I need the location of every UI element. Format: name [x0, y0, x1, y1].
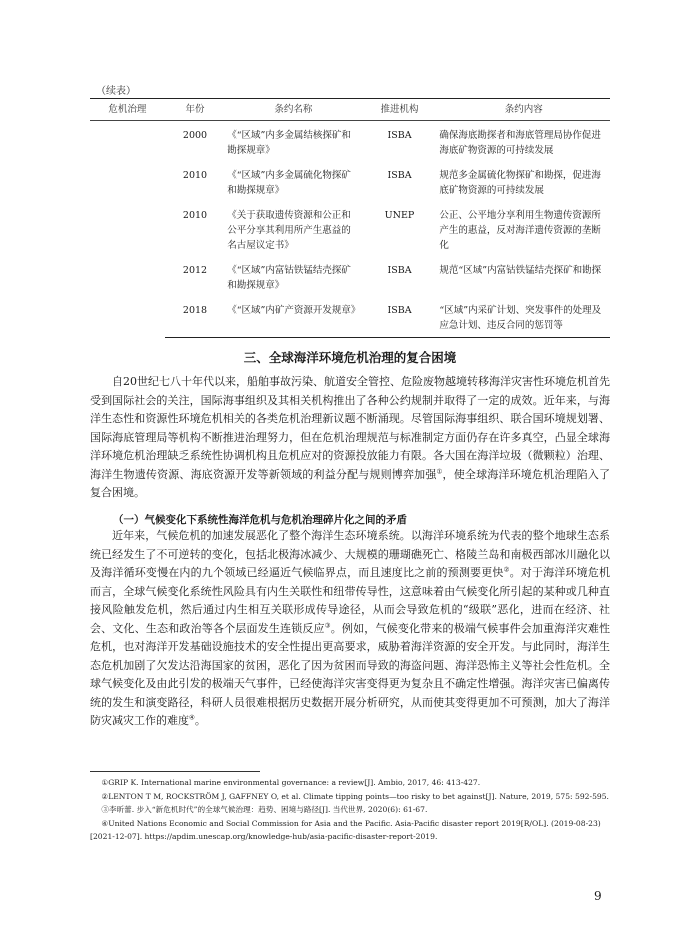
- cell-content: 公正、公平地分享利用生物遗传资源所产生的惠益，反对海洋遗传资源的垄断化: [439, 210, 601, 251]
- treaty-table: [90, 98, 610, 338]
- paragraph-text: 。例如，气候变化带来的极端气候事件会加重海洋灾难性危机，也对海洋开发基础设施技术的安全性提出更高要求，威胁着海洋资源的安全开发。与此同时，海洋生态危机加剧了欠发达沿海国家的贫困，恶化了因为贫困而导致的海盗问题、海洋恐怖主义等社会性危机。全球气候变化及由此引发的极端天气事件，已经使海洋灾害变得更为复杂且不确定性增强。海洋灾害已偏离传统的发生和演变路径，科研人员很难根据历史数据开展分析研究，从而使其变得更加不可预测，加大了海洋防灾减灾工作的难度: [90, 621, 611, 727]
- cell-content: 确保海底勘探者和海底管理局协作促进海底矿物资源的可持续发展: [439, 130, 601, 156]
- table-row: [90, 201, 610, 256]
- cell-content: 规范“区域”内富钴铁锰结壳探矿和勘探: [439, 265, 602, 276]
- table-row: [90, 256, 610, 296]
- footnotes: [90, 776, 610, 844]
- cell-content: 规范多金属硫化物探矿和勘探，促进海底矿物资源的可持续发展: [439, 170, 601, 196]
- section-title: 三、全球海洋环境危机治理的复合困境: [243, 350, 457, 365]
- table-continuation-label: （续表）: [96, 86, 136, 97]
- header-organization: 推进机构: [362, 99, 438, 121]
- cell-organization: ISBA: [362, 296, 438, 338]
- paragraph-text: 。对于海洋环境危机而言，全球气候变化系统性风险具有内生关联性和纽带传导性，这意味着由气候变化所引起的某种或几种直接风险触发危机，然后通过内生相互关联形成传导途径，从而会导致危机的“级联”恶化，进而在经济、社会、文化、生态和政治等各个层面发生连锁反应: [90, 566, 611, 635]
- cell-treaty-name: 《“区域”内矿产资源开发规章》: [225, 296, 361, 338]
- table-row: [90, 121, 610, 162]
- footnote-ref[interactable]: ①: [436, 466, 443, 475]
- cell-organization: ISBA: [387, 265, 412, 276]
- cell-treaty-name: 《“区域”内多金属结核探矿和勘探规章》: [227, 130, 351, 156]
- header-crisis-governance: 危机治理: [90, 99, 165, 121]
- footnote-divider: [90, 771, 260, 772]
- footnote-ref[interactable]: ②: [503, 565, 510, 574]
- cell-treaty-name: 《“区域”内富钴铁锰结壳探矿和勘探规章》: [227, 265, 351, 291]
- cell-treaty-name: 《“区域”内多金属硫化物探矿和勘探规章》: [227, 170, 351, 196]
- cell-organization: ISBA: [387, 130, 412, 141]
- cell-organization: ISBA: [387, 170, 412, 181]
- body-paragraph: [90, 527, 610, 731]
- cell-year: 2010: [182, 170, 208, 181]
- page-number: 9: [594, 889, 602, 903]
- cell-year: 2000: [182, 130, 208, 141]
- header-treaty-content: 条约内容: [437, 99, 610, 121]
- paragraph-text: 近年来，气候危机的加速发展恶化了整个海洋生态环境系统。以海洋环境系统为代表的整个地球生态系统已经发生了不可逆转的变化，包括北极海冰减少、大规模的珊瑚礁死亡、格陵兰岛和南极西部冰川融化以及海洋循环变慢在内的九个领域已经逼近气候临界点，而且速度比之前的预测要更快: [90, 529, 610, 579]
- table-row: [90, 161, 610, 201]
- footnote: ③李昕蕾. 步入“新危机时代”的全球气候治理：趋势、困境与路径[J]. 当代世界, 2020(6): 61-67.: [101, 805, 428, 814]
- header-year: 年份: [165, 99, 225, 121]
- footnote-ref[interactable]: ③: [324, 620, 331, 629]
- cell-organization: UNEP: [384, 210, 415, 221]
- paragraph-text: ，使全球海洋环境危机治理陷入了复合困境。: [90, 467, 611, 499]
- paragraph-text: 自20世纪七八十年代以来，船舶事故污染、航道安全管控、危险废物越境转移海洋灾害性环境危机首先受到国际社会的关注，国际海事组织及其相关机构推出了各种公约规制并取得了一定的成效。近年来，与海洋生态性和资源性环境危机相关的各类危机治理新议题不断涌现。尽管国际海事组织、联合国环境规划署、国际海底管理局等机构不断推进治理努力，但在危机治理规范与标准制定方面仍存在许多真空，凸显全球海洋环境危机治理缺乏系统性协调机构且危机应对的资源投放能力有限。各大国在海洋垃圾（微颗粒）治理、海洋生物遗传资源、海底资源开发等新领域的利益分配与规则博弈加强: [90, 375, 610, 481]
- paragraph-text: 。: [194, 714, 206, 727]
- cell-year: 2012: [182, 265, 208, 276]
- footnote: ②LENTON T M, ROCKSTRÖM J, GAFFNEY O, et al. Climate tipping points—too risky to bet against[J]. Nature, 2019, 575: 592-595.: [101, 791, 609, 801]
- cell-year: 2010: [182, 210, 208, 221]
- table-header-row: [90, 99, 610, 121]
- footnote: ①GRIP K. International marine environmental governance: a review[J]. Ambio, 2017, 46: 413-427.: [101, 778, 481, 787]
- table-row: [90, 296, 610, 338]
- cell-treaty-name: 《关于获取遗传资源和公正和公平分享其利用所产生惠益的名古屋议定书》: [227, 210, 351, 251]
- footnote-ref[interactable]: ④: [189, 713, 195, 722]
- cell-category: [90, 121, 165, 338]
- cell-year: 2018: [165, 296, 225, 338]
- header-treaty-name: 条约名称: [225, 99, 361, 121]
- body-paragraph: [90, 373, 610, 503]
- footnote: ④United Nations Economic and Social Commission for Asia and the Pacific. Asia-Pacific disaster report 2019[R/OL]. (2019-08-23)[2021-12-07]. https://apdim.unescap.org/knowledge-hub/asia-pacific-disaster-report-2019.: [90, 818, 601, 841]
- cell-content: “区域”内采矿计划、突发事件的处理及应急计划、违反合同的惩罚等: [437, 296, 610, 338]
- subsection-title: （一）气候变化下系统性海洋危机与危机治理碎片化之间的矛盾: [113, 514, 407, 526]
